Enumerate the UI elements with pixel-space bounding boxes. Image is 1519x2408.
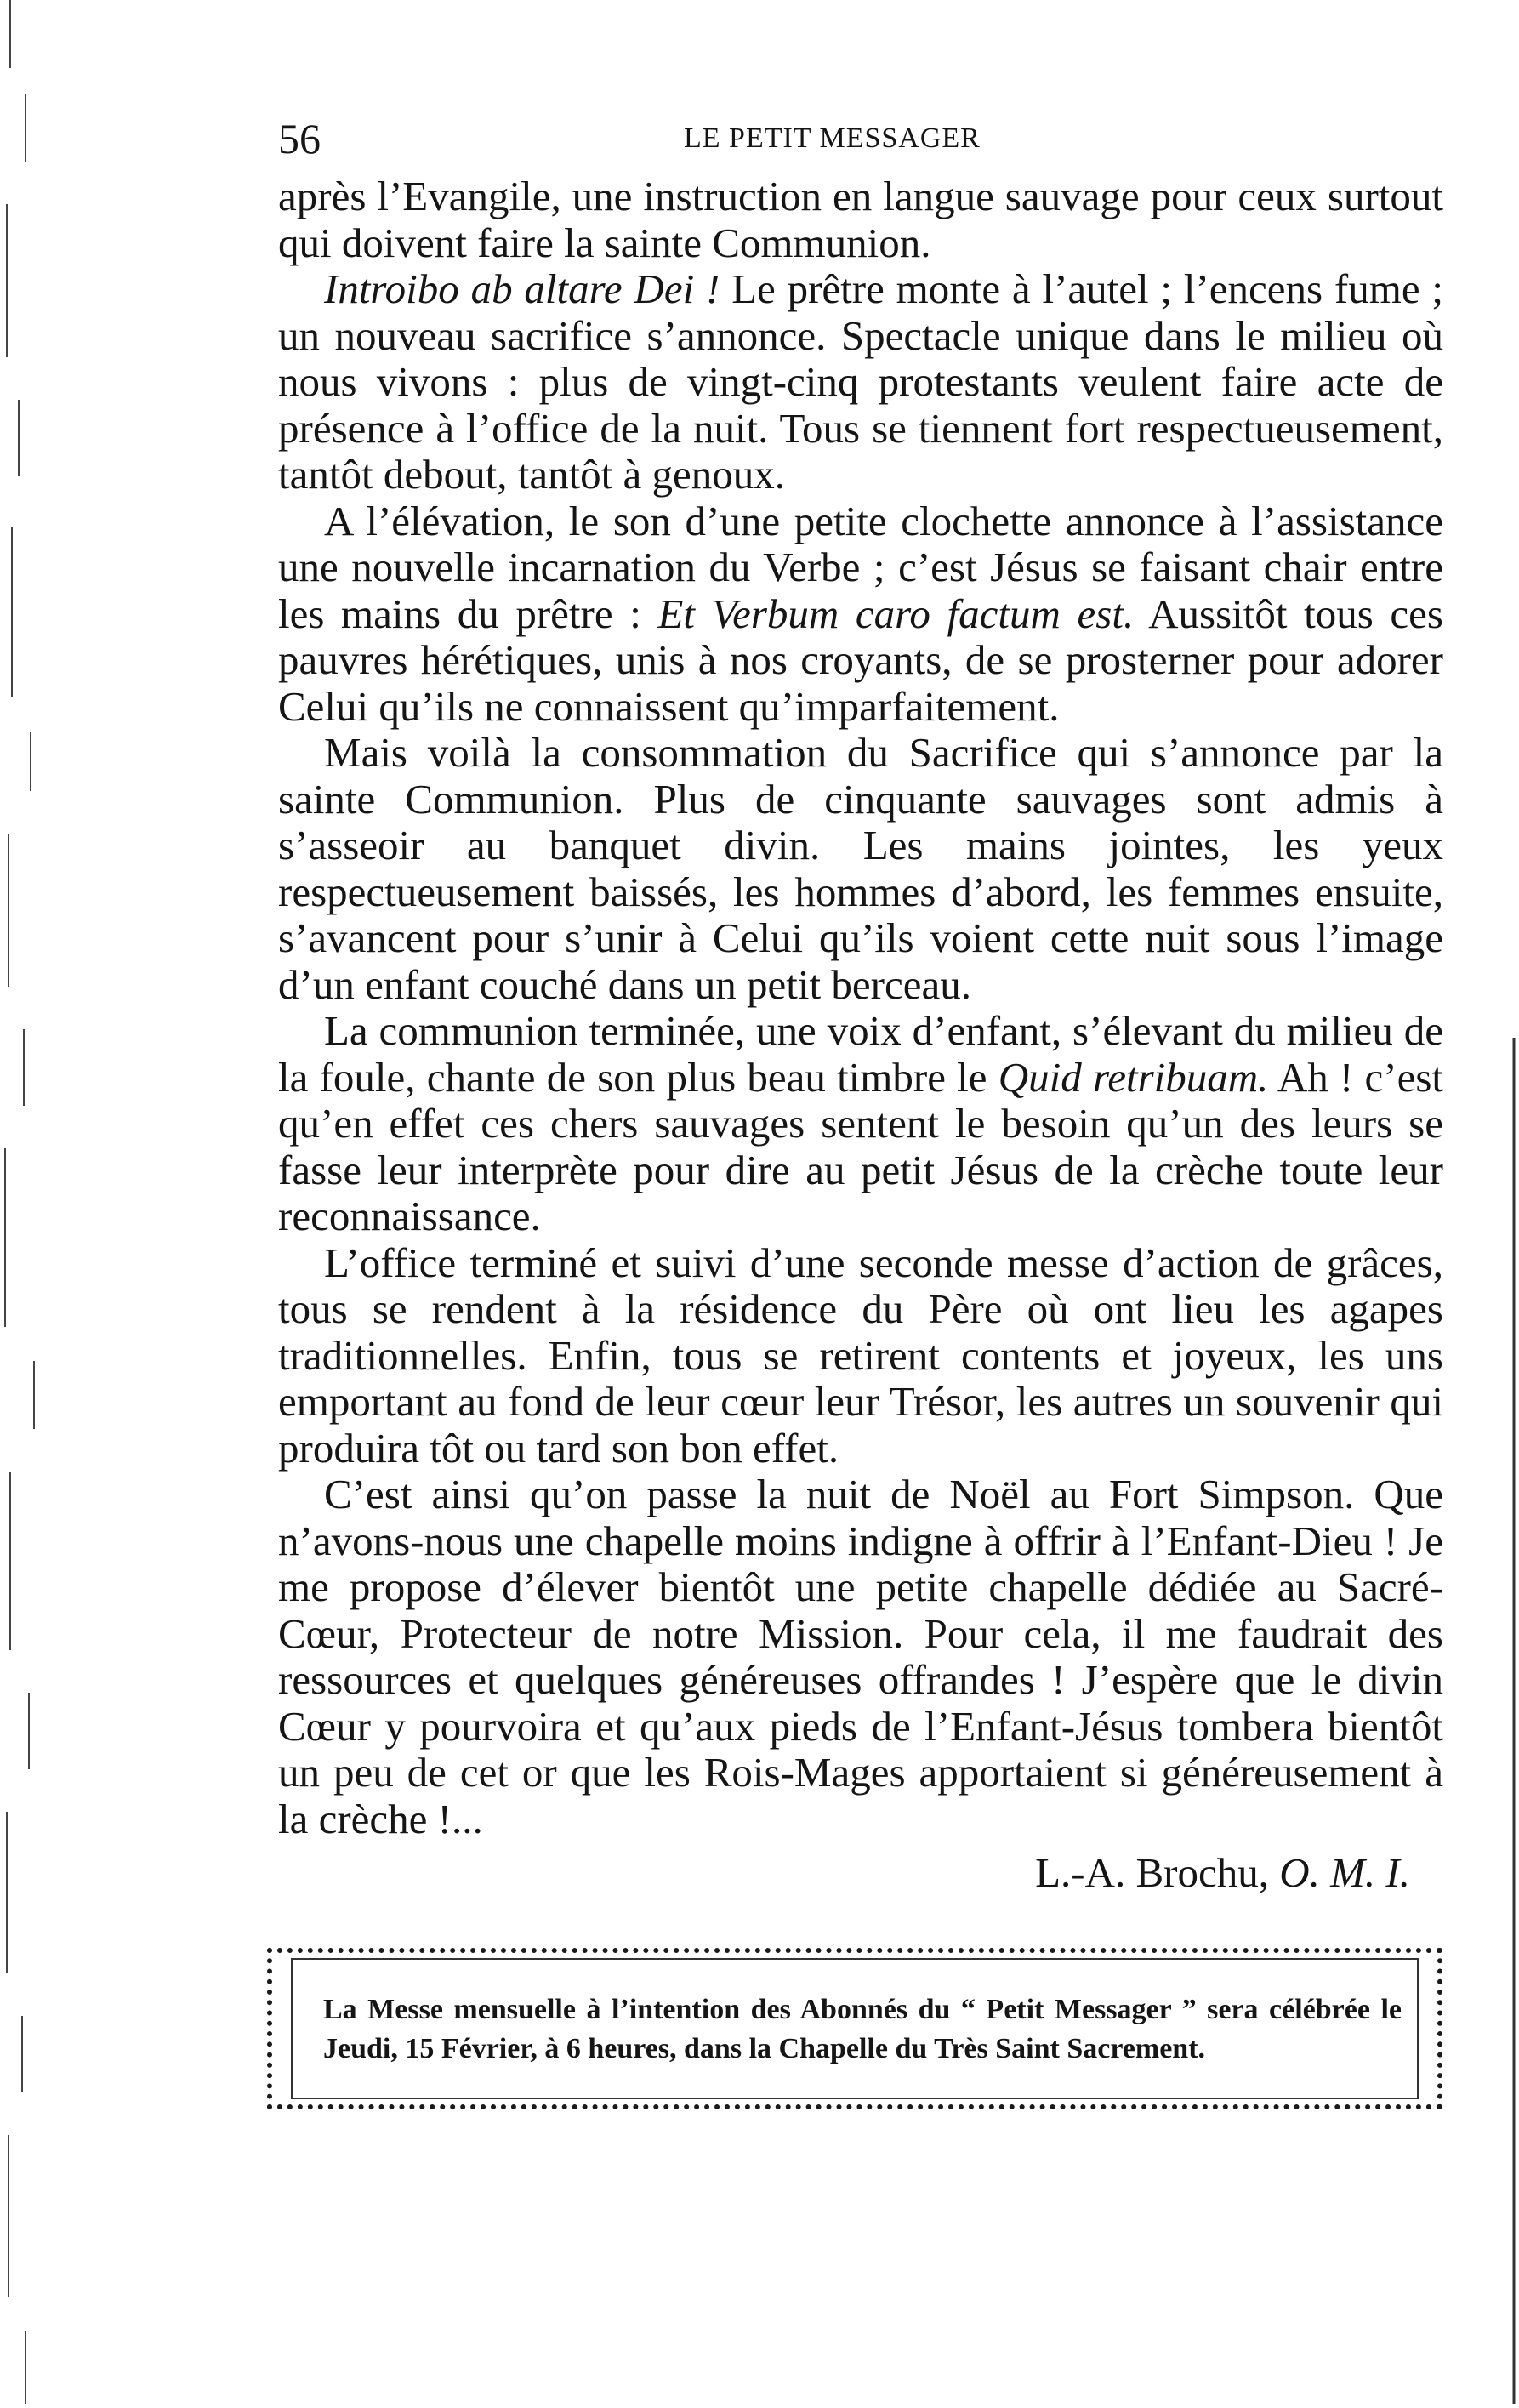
text-run: L’office terminé et suivi d’une seconde messe d’action de grâces, tous se rendent à la résidence du Père où ont lieu les agapes traditionnelles. Enfin, tous se retirent contents et joyeux, les uns emportant au fond de leur cœur leur Trésor, les autres un souvenir qui produira tôt ou tard son bon effet. [278,1238,1443,1472]
italic-phrase: Introibo ab altare Dei ! [324,265,720,312]
text-run: La communion terminée, une voix d’enfant, s’élevant du milieu de la foule, chante de son plus beau timbre le [278,1007,1443,1101]
paragraph [278,498,1443,731]
text-run: Aussitôt tous ces pauvres hérétiques, unis à nos croyants, de se prosterner pour adorer Celui qu’ils ne connaissent qu’imparfaitement. [278,589,1443,730]
text-run: Ah ! c’est qu’en effet ces chers sauvages sentent le besoin qu’un des leurs se fasse leur interprète pour dire au petit Jésus de la crèche toute leur reconnaissance. [278,1053,1443,1239]
scan-edge-right [1505,1038,1519,2404]
paragraph [278,730,1443,1008]
page-number: 56 [278,115,321,162]
signature-order: O. M. I. [1279,1849,1410,1896]
article-body [278,174,1443,1842]
paragraph [278,1008,1443,1240]
signature [1035,1847,1410,1899]
text-run: C’est ainsi qu’on passe la nuit de Noël au Fort Simpson. Que n’avons-nous une chapelle moins indigne à offrir à l’Enfant-Dieu ! Je me propose d’élever bientôt une petite chapelle dédiée au Sacré-Cœur, Protecteur de notre Mission. Pour cela, il me faudrait des ressources et quelques généreuses offrandes ! J’espère que le divin Cœur y pourvoira et qu’aux pieds de l’Enfant-Jésus tombera bientôt un peu de cet or que les Rois-Mages apportaient si généreusement à la crèche !... [278,1471,1443,1842]
signature-name: L.-A. Brochu, [1035,1849,1269,1896]
running-title: LE PETIT MESSAGER [684,122,981,154]
text-run: après l’Evangile, une instruction en langue sauvage pour ceux surtout qui doivent faire la sainte Communion. [278,173,1443,266]
text-run: A l’élévation, le son d’une petite clochette annonce à l’assistance une nouvelle incarnation du Verbe ; c’est Jésus se faisant chair entre les mains du prêtre : [278,497,1443,637]
paragraph [278,1240,1443,1472]
notice-box [267,1948,1442,2109]
text-run: Mais voilà la consommation du Sacrifice qui s’annonce par la sainte Communion. Plus de cinquante sauvages sont admis à s’asseoir au banquet divin. Les mains jointes, les yeux respectueusement baissés, les hommes d’abord, les femmes ensuite, s’avancent pour s’unir à Celui qu’ils voient cette nuit sous l’image d’un enfant couché dans un petit berceau. [278,729,1443,1008]
paragraph [278,266,1443,498]
italic-phrase: Et Verbum caro factum est. [657,589,1135,637]
paragraph [278,1472,1443,1842]
text-run: Le prêtre monte à l’autel ; l’encens fume ; un nouveau sacrifice s’annonce. Spectacle unique dans le milieu où nous vivons : plus de vingt-cinq protestants veulent faire acte de présence à l’office de la nuit. Tous se tiennent fort respectueusement, tantôt debout, tantôt à genoux. [278,265,1443,498]
notice-text: La Messe mensuelle à l’intention des Abonnés du “ Petit Messager ” sera célébrée le Jeudi, 15 Février, à 6 heures, dans la Chapelle du Très Saint Sacrement. [323,1994,1402,2064]
italic-phrase: Quid retribuam. [998,1053,1269,1101]
scan-edge-left [0,0,60,2404]
paragraph [278,174,1443,266]
page-header [278,109,1443,168]
